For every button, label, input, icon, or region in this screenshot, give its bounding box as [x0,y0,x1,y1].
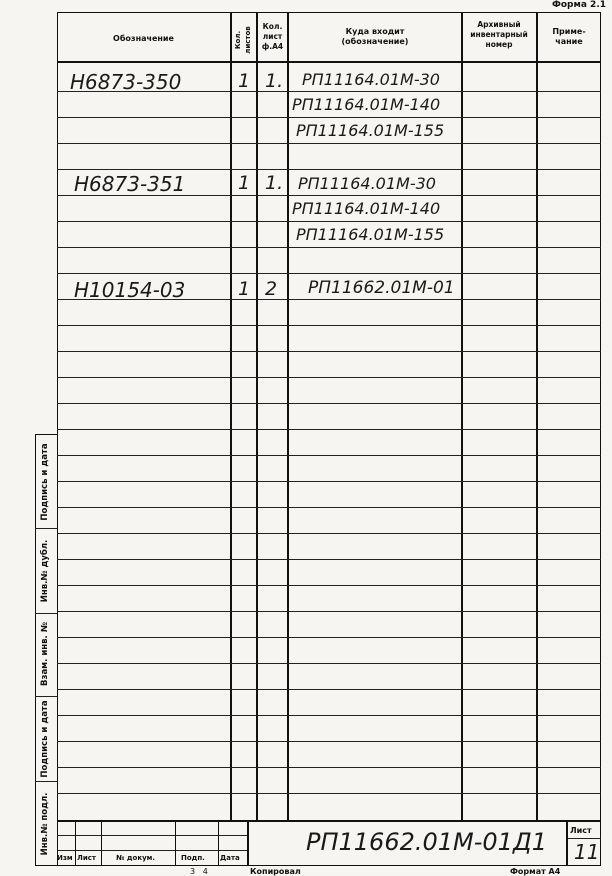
header-bottom-line [57,61,601,63]
entry-2-designation: Н6873-351 [74,172,186,196]
tb-col-label-change: Изм [57,854,73,862]
entry-1-designation: Н6873-350 [70,70,182,94]
table-row-line [57,585,601,586]
table-row-line [57,533,601,534]
tb-col-2 [101,820,102,866]
table-row-line [57,715,601,716]
form-frame [57,12,601,866]
table-row-line [57,507,601,508]
col-line-5 [536,12,538,820]
col-line-2 [256,12,258,820]
entry-3-qty-sheets: 1 [238,278,251,300]
entry-3-qty-a4: 2 [265,278,278,300]
table-row-line [57,689,601,690]
entry-2-qty-sheets: 1 [238,172,251,194]
table-row-line [57,793,601,794]
side-label-replaced-inv: Взам. инв. № [40,622,50,686]
table-row-line [57,143,601,144]
tb-col-1 [75,820,76,866]
col-line-3 [287,12,289,820]
entry-1-where-1: РП11164.01М-30 [302,70,440,89]
title-block-top [57,820,601,822]
footer-copied: Копировал [250,867,301,876]
table-row-line [57,117,601,118]
tb-col-3 [175,820,176,866]
form-label: Форма 2.1 [551,0,606,10]
header-where-included: Куда входит (обозначение) [341,27,409,46]
entry-2-where-3: РП11164.01М-155 [296,225,445,244]
table-row-line [57,741,601,742]
entry-2-where-1: РП11164.01М-30 [298,174,436,193]
tb-col-label-date: Дата [220,854,240,862]
title-block-sheet-line [566,838,601,839]
table-row-line [57,169,601,170]
table-row-line [57,559,601,560]
entry-1-qty-sheets: 1 [238,70,251,92]
table-row-line [57,663,601,664]
col-line-4 [461,12,463,820]
entry-1-where-2: РП11164.01М-140 [292,95,441,114]
header-note: Приме- чание [552,27,586,46]
footer-format: Формат А4 [510,867,561,876]
table-row-line [57,611,601,612]
table-row-line [57,481,601,482]
header-designation: Обозначение [113,34,174,43]
table-row-line [57,325,601,326]
side-label-dup-inv: Инв.№ дубл. [40,539,50,603]
side-label-orig-inv: Инв.№ подл. [40,792,50,856]
table-row-line [57,767,601,768]
table-row-line [57,221,601,222]
document-code: РП11662.01М-01Д1 [306,828,547,856]
tb-col-label-signature: Подп. [181,854,205,862]
tb-col-label-doc-no: № докум. [116,854,156,862]
table-row-line [57,377,601,378]
tb-col-4 [218,820,219,866]
tb-col-6 [566,820,568,866]
col-line-1 [230,12,232,820]
table-row-line [57,351,601,352]
table-row-line [57,429,601,430]
tb-col-label-sheet: Лист [77,854,96,862]
footer-marks: 3 4 [190,867,208,876]
table-row-line [57,273,601,274]
header-qty-sheets: Кол. листов [234,26,252,54]
entry-2-where-2: РП11164.01М-140 [292,199,441,218]
side-label-signature-date-2: Подпись и дата [40,700,50,778]
table-row-line [57,247,601,248]
header-qty-a4: Кол. лист ф.А4 [261,22,284,51]
sheet-label: Лист [570,826,592,835]
entry-1-qty-a4: 1. [265,70,284,92]
table-row-line [57,637,601,638]
entry-3-designation: Н10154-03 [74,278,186,302]
entry-3-where-1: РП11662.01М-01 [308,278,455,298]
table-row-line [57,403,601,404]
entry-1-where-3: РП11164.01М-155 [296,121,445,140]
table-row-line [57,455,601,456]
tb-col-5 [247,820,249,866]
side-label-signature-date-1: Подпись и дата [40,443,50,521]
header-archive-number: Архивный инвентарный номер [470,20,528,49]
sheet-number: 11 [574,840,600,864]
entry-2-qty-a4: 1. [265,172,284,194]
